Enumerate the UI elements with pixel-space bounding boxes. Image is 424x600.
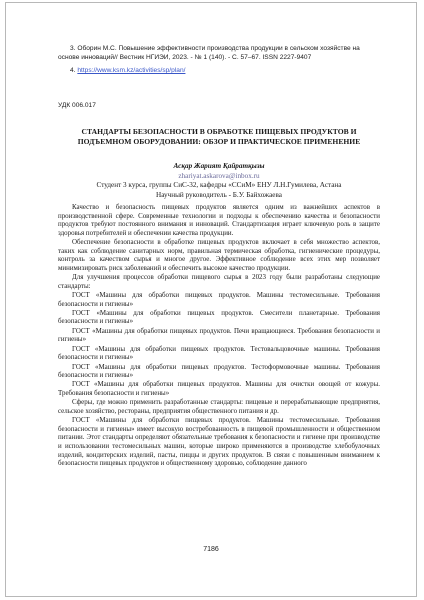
body-paragraph: Для улучшения процессов обработки пищевого сырья в 2023 году были разработаны следующие стандарты: xyxy=(58,273,380,290)
reference-number: 4. xyxy=(70,67,78,75)
author-name: Асқар Жарият Қайратқызы xyxy=(173,162,265,170)
reference-item xyxy=(58,67,380,76)
article-title: СТАНДАРТЫ БЕЗОПАСНОСТИ В ОБРАБОТКЕ ПИЩЕВЫХ ПРОДУКТОВ И ПОДЪЕМНОМ ОБОРУДОВАНИИ: ОБЗОР И ПРАКТИЧЕСКОЕ ПРИМЕНЕНИЕ xyxy=(77,127,361,146)
page-number: 7186 xyxy=(203,546,219,553)
body-paragraph: ГОСТ «Машины для обработки пищевых продуктов. Машины тестомесильные. Требования безопасности и гигиены» имеет высокую востребованность в пищевой промышленности и общественном питании. Этот стандарты определяют обязательные требования к безопасности и гигиене при производстве и использовании тестомесильных машин, которые широко применяются в производстве хлебобулочных изделий, кондитерских изделий, пасты, пиццы и других продуктов. В связи с повышенным вниманием к безопасности пищевых продуктов и общественному здоровью, соблюдение данного xyxy=(58,416,380,468)
scientific-supervisor: Научный руководитель - Б.У. Байхожаева xyxy=(156,190,282,199)
author-affiliation: Студент 3 курса, группы СиС-32, кафедры «ССиМ» ЕНУ Л.Н.Гумилева, Астана xyxy=(96,181,342,190)
standard-item: ГОСТ «Машины для обработки пищевых продуктов. Тестовальцовочные машины. Требования безопасности и гигиены» xyxy=(58,344,380,362)
udc-code: УДК 006.017 xyxy=(58,102,96,109)
reference-link[interactable]: https://www.ksm.kz/activities/sp/plan/ xyxy=(77,67,186,75)
standard-item: ГОСТ «Машины для обработки пищевых продуктов. Печи вращающиеся. Требования безопасности и гигиены» xyxy=(58,326,380,344)
standard-item: ГОСТ «Машины для обработки пищевых продуктов. Машины для очистки овощей от кожуры. Требования безопасности и гигиены» xyxy=(58,380,380,397)
author-email[interactable]: zhariyat.askarova@inbox.ru xyxy=(178,171,260,180)
author-block xyxy=(58,162,380,200)
reference-item: 3. Оборин М.С. Повышение эффективности производства продукции в сельском хозяйстве на основе инноваций// Вестник НГИЭИ, 2023. - № 1 (140). - С. 57–67. ISSN 2227-9407 xyxy=(58,45,360,61)
standard-item: ГОСТ «Машины для обработки пищевых продуктов. Смесители планетарные. Требования безопасности и гигиены» xyxy=(58,308,380,326)
body-paragraph: Обеспечение безопасности в обработке пищевых продуктов включает в себя множество аспектов, таких как соблюдение санитарных норм, правильная термическая обработка, гигиенические процедуры, контроль за качеством сырья и многое другое. Эффективное соблюдение всех этих мер позволяет минимизировать риск заболеваний и обеспечить высокое качество продукции. xyxy=(58,238,380,272)
standard-item: ГОСТ «Машины для обработки пищевых продуктов. Машины тестомесильные. Требования безопасности и гигиены» xyxy=(58,291,380,308)
reference-list xyxy=(58,45,380,81)
body-paragraph: Качество и безопасность пищевых продуктов является одним из важнейших аспектов в производственной сфере. Современные технологии и подходы к обеспечению качества и безопасности продуктов требуют постоянного внимания и инноваций. Стандартизация играет ключевую роль в защите здоровья потребителей и обеспечении качества продукции. xyxy=(58,203,380,237)
document-page xyxy=(5,2,417,597)
body-paragraph: Сферы, где можно применить разработанные стандарты: пищевые и перерабатывающие предприятия, сельское хозяйство, рестораны, предприятия общественного питания и др. xyxy=(58,398,380,415)
article-body xyxy=(58,203,380,468)
standard-item: ГОСТ «Машины для обработки пищевых продуктов. Тестоформовочные машины. Требования безопасности и гигиены» xyxy=(58,362,380,380)
